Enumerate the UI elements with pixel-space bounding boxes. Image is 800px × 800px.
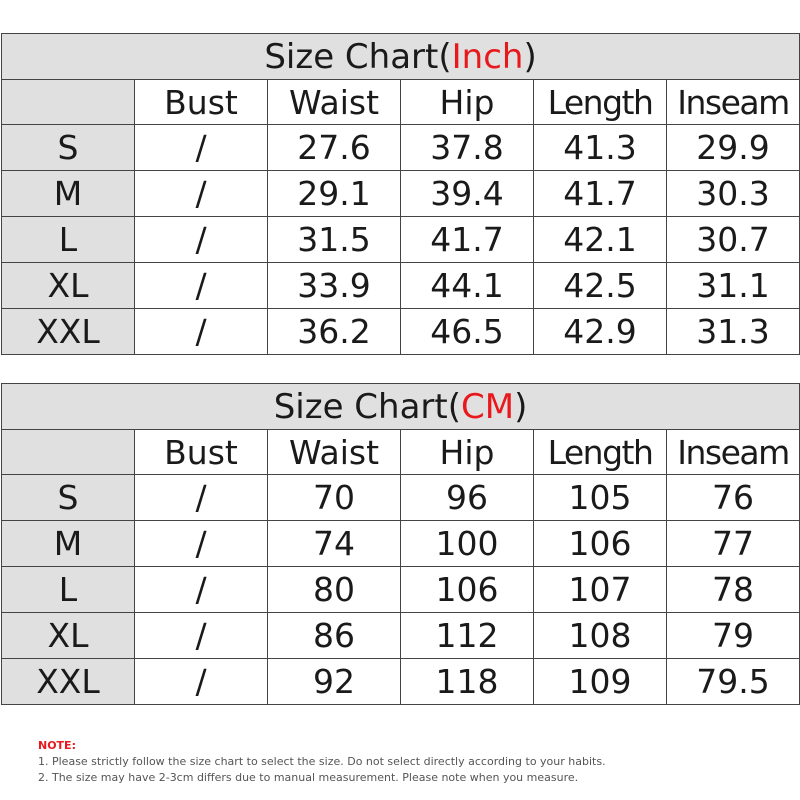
length-cell: 106 <box>534 521 667 567</box>
inseam-cell: 76 <box>667 475 800 521</box>
hip-cell: 96 <box>401 475 534 521</box>
header-inseam: Inseam <box>667 430 800 475</box>
size-chart-cm <box>1 383 800 705</box>
inseam-cell: 79 <box>667 613 800 659</box>
title-suffix: ) <box>523 36 537 77</box>
inseam-cell: 79.5 <box>667 659 800 705</box>
length-cell: 41.3 <box>534 125 667 171</box>
waist-cell: 31.5 <box>268 217 401 263</box>
table-row <box>2 659 800 705</box>
size-label: XXL <box>2 659 135 705</box>
header-row <box>2 430 800 475</box>
bust-cell: / <box>135 475 268 521</box>
note-line: 1. Please strictly follow the size chart to select the size. Do not select directly according to your habits. <box>38 755 606 768</box>
waist-cell: 92 <box>268 659 401 705</box>
length-cell: 108 <box>534 613 667 659</box>
header-corner <box>2 80 135 125</box>
inseam-cell: 29.9 <box>667 125 800 171</box>
size-label: M <box>2 171 135 217</box>
table-row <box>2 567 800 613</box>
header-bust: Bust <box>135 80 268 125</box>
size-label: M <box>2 521 135 567</box>
bust-cell: / <box>135 613 268 659</box>
hip-cell: 118 <box>401 659 534 705</box>
size-label: L <box>2 567 135 613</box>
table-row <box>2 613 800 659</box>
hip-cell: 37.8 <box>401 125 534 171</box>
bust-cell: / <box>135 263 268 309</box>
waist-cell: 70 <box>268 475 401 521</box>
chart-title <box>2 34 800 80</box>
waist-cell: 74 <box>268 521 401 567</box>
title-row <box>2 34 800 80</box>
header-hip: Hip <box>401 430 534 475</box>
header-hip: Hip <box>401 80 534 125</box>
header-inseam: Inseam <box>667 80 800 125</box>
table-row <box>2 125 800 171</box>
waist-cell: 29.1 <box>268 171 401 217</box>
length-cell: 109 <box>534 659 667 705</box>
length-cell: 42.5 <box>534 263 667 309</box>
size-label: XL <box>2 613 135 659</box>
inseam-cell: 31.3 <box>667 309 800 355</box>
size-label: L <box>2 217 135 263</box>
bust-cell: / <box>135 217 268 263</box>
size-chart-inch <box>1 33 800 355</box>
header-bust: Bust <box>135 430 268 475</box>
waist-cell: 80 <box>268 567 401 613</box>
table-row <box>2 521 800 567</box>
table-row <box>2 171 800 217</box>
size-label: S <box>2 125 135 171</box>
title-row <box>2 384 800 430</box>
hip-cell: 44.1 <box>401 263 534 309</box>
bust-cell: / <box>135 567 268 613</box>
table-row <box>2 475 800 521</box>
title-suffix: ) <box>514 386 528 427</box>
header-corner <box>2 430 135 475</box>
chart-title <box>2 384 800 430</box>
waist-cell: 36.2 <box>268 309 401 355</box>
waist-cell: 33.9 <box>268 263 401 309</box>
length-cell: 107 <box>534 567 667 613</box>
size-label: XXL <box>2 309 135 355</box>
inseam-cell: 30.7 <box>667 217 800 263</box>
bust-cell: / <box>135 125 268 171</box>
bust-cell: / <box>135 171 268 217</box>
length-cell: 42.1 <box>534 217 667 263</box>
inseam-cell: 30.3 <box>667 171 800 217</box>
length-cell: 105 <box>534 475 667 521</box>
size-label: S <box>2 475 135 521</box>
note-label: NOTE: <box>38 739 76 752</box>
size-table-inch <box>1 33 800 355</box>
inseam-cell: 77 <box>667 521 800 567</box>
header-row <box>2 80 800 125</box>
table-row <box>2 309 800 355</box>
title-unit: CM <box>461 386 515 427</box>
table-row <box>2 263 800 309</box>
header-length: Length <box>534 80 667 125</box>
hip-cell: 41.7 <box>401 217 534 263</box>
inseam-cell: 78 <box>667 567 800 613</box>
length-cell: 42.9 <box>534 309 667 355</box>
waist-cell: 27.6 <box>268 125 401 171</box>
header-length: Length <box>534 430 667 475</box>
bust-cell: / <box>135 309 268 355</box>
hip-cell: 112 <box>401 613 534 659</box>
note-line: 2. The size may have 2-3cm differs due to manual measurement. Please note when you measure. <box>38 771 579 784</box>
bust-cell: / <box>135 659 268 705</box>
title-prefix: Size Chart( <box>273 386 461 427</box>
size-table-cm <box>1 383 800 705</box>
title-prefix: Size Chart( <box>264 36 452 77</box>
header-waist: Waist <box>268 430 401 475</box>
table-row <box>2 217 800 263</box>
header-waist: Waist <box>268 80 401 125</box>
hip-cell: 106 <box>401 567 534 613</box>
inseam-cell: 31.1 <box>667 263 800 309</box>
waist-cell: 86 <box>268 613 401 659</box>
hip-cell: 100 <box>401 521 534 567</box>
hip-cell: 46.5 <box>401 309 534 355</box>
size-label: XL <box>2 263 135 309</box>
hip-cell: 39.4 <box>401 171 534 217</box>
size-note <box>38 738 606 786</box>
length-cell: 41.7 <box>534 171 667 217</box>
bust-cell: / <box>135 521 268 567</box>
title-unit: Inch <box>451 36 524 77</box>
